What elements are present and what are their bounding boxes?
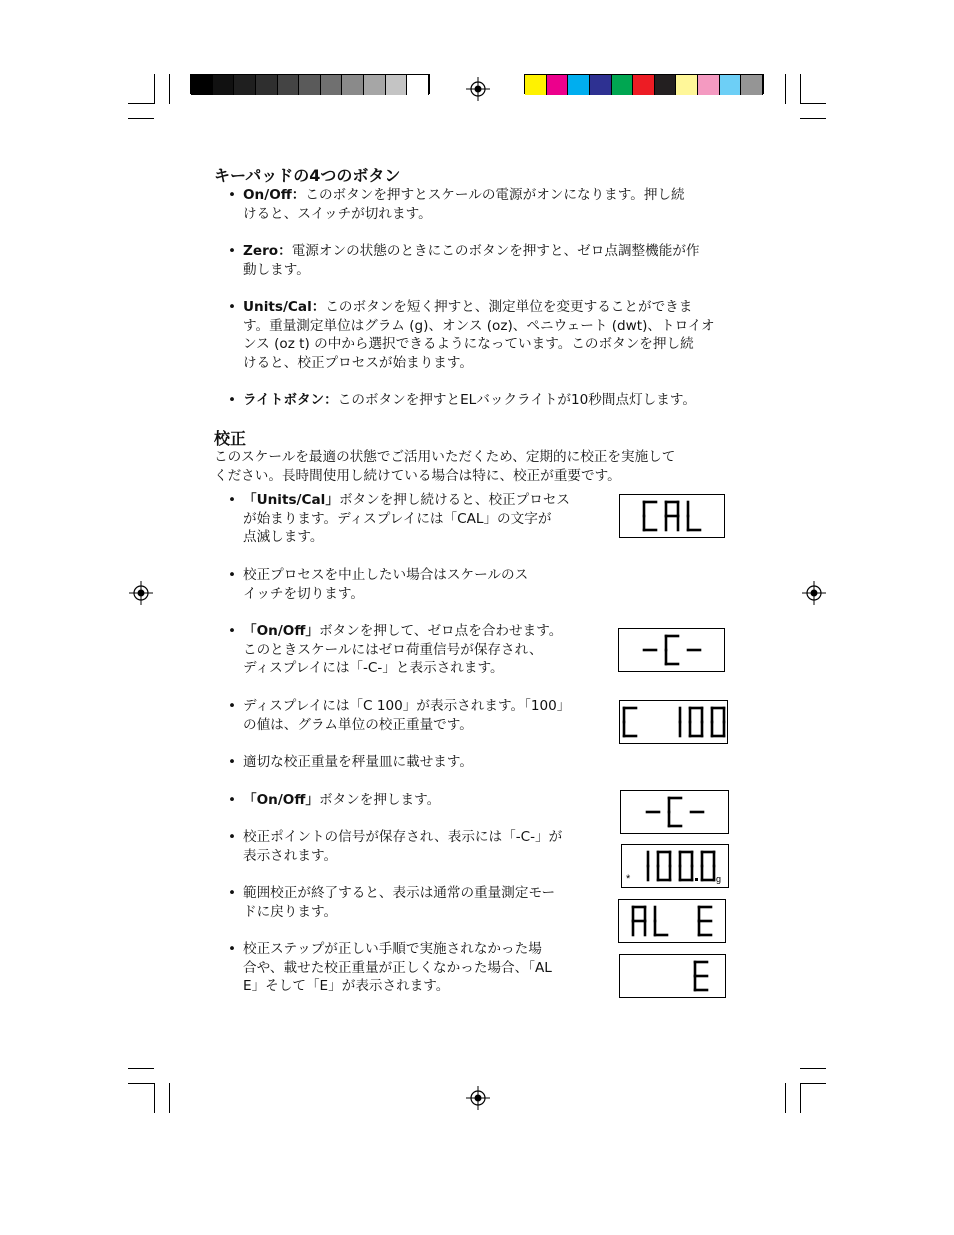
color-swatch xyxy=(568,75,590,95)
calibration-intro: このスケールを最適の状態でご活用いただくため、定期的に校正を実施して ください。長時間使用し続けている場合は特に、校正が重要です。 xyxy=(214,449,676,484)
lcd-display-e xyxy=(619,954,726,998)
color-swatch xyxy=(633,75,655,95)
lcd-digits xyxy=(621,791,728,833)
color-swatch xyxy=(590,75,612,95)
lcd-digits xyxy=(622,845,728,887)
lcd-display-c100 xyxy=(619,700,728,744)
color-swatch xyxy=(234,75,256,95)
color-swatch xyxy=(278,75,300,95)
lcd-digits xyxy=(620,495,724,537)
key-label: Zero： xyxy=(243,243,292,259)
grayscale-bar xyxy=(190,74,430,94)
color-swatch xyxy=(676,75,698,95)
color-swatch xyxy=(741,75,763,95)
color-swatch xyxy=(213,75,235,95)
color-swatch xyxy=(191,75,213,95)
section-heading-calibration: 校正 xyxy=(214,429,247,448)
lcd-display-weight xyxy=(621,844,729,888)
color-swatch xyxy=(256,75,278,95)
registration-mark-bottom xyxy=(466,1086,490,1110)
color-swatch xyxy=(655,75,677,95)
lcd-display-cal xyxy=(619,494,725,538)
lcd-unit-label: g xyxy=(716,874,722,884)
color-swatch xyxy=(321,75,343,95)
lcd-digits xyxy=(619,629,724,671)
color-swatch xyxy=(386,75,408,95)
color-swatch xyxy=(525,75,547,95)
registration-mark-right xyxy=(802,581,826,605)
lcd-display-c-dash-2 xyxy=(620,790,729,834)
lcd-digits xyxy=(620,701,727,743)
registration-mark-left xyxy=(129,581,153,605)
lcd-digits xyxy=(619,900,725,942)
lcd-digits xyxy=(620,955,725,997)
section-heading-keypad: キーパッドの4つのボタン xyxy=(214,166,401,185)
color-bar xyxy=(524,74,764,94)
lcd-stable-indicator: * xyxy=(626,873,631,885)
color-swatch xyxy=(299,75,321,95)
key-label: ライトボタン： xyxy=(243,392,338,408)
color-swatch xyxy=(364,75,386,95)
color-swatch xyxy=(342,75,364,95)
lcd-display-c-dash xyxy=(618,628,725,672)
key-label: Units/Cal： xyxy=(243,299,326,315)
lcd-decimal-point xyxy=(695,878,698,881)
color-swatch xyxy=(612,75,634,95)
color-swatch xyxy=(720,75,742,95)
color-swatch xyxy=(407,75,429,95)
lcd-display-al-e xyxy=(618,899,726,943)
color-swatch xyxy=(547,75,569,95)
registration-mark-top xyxy=(466,77,490,101)
color-swatch xyxy=(698,75,720,95)
key-label: On/Off： xyxy=(243,187,306,203)
